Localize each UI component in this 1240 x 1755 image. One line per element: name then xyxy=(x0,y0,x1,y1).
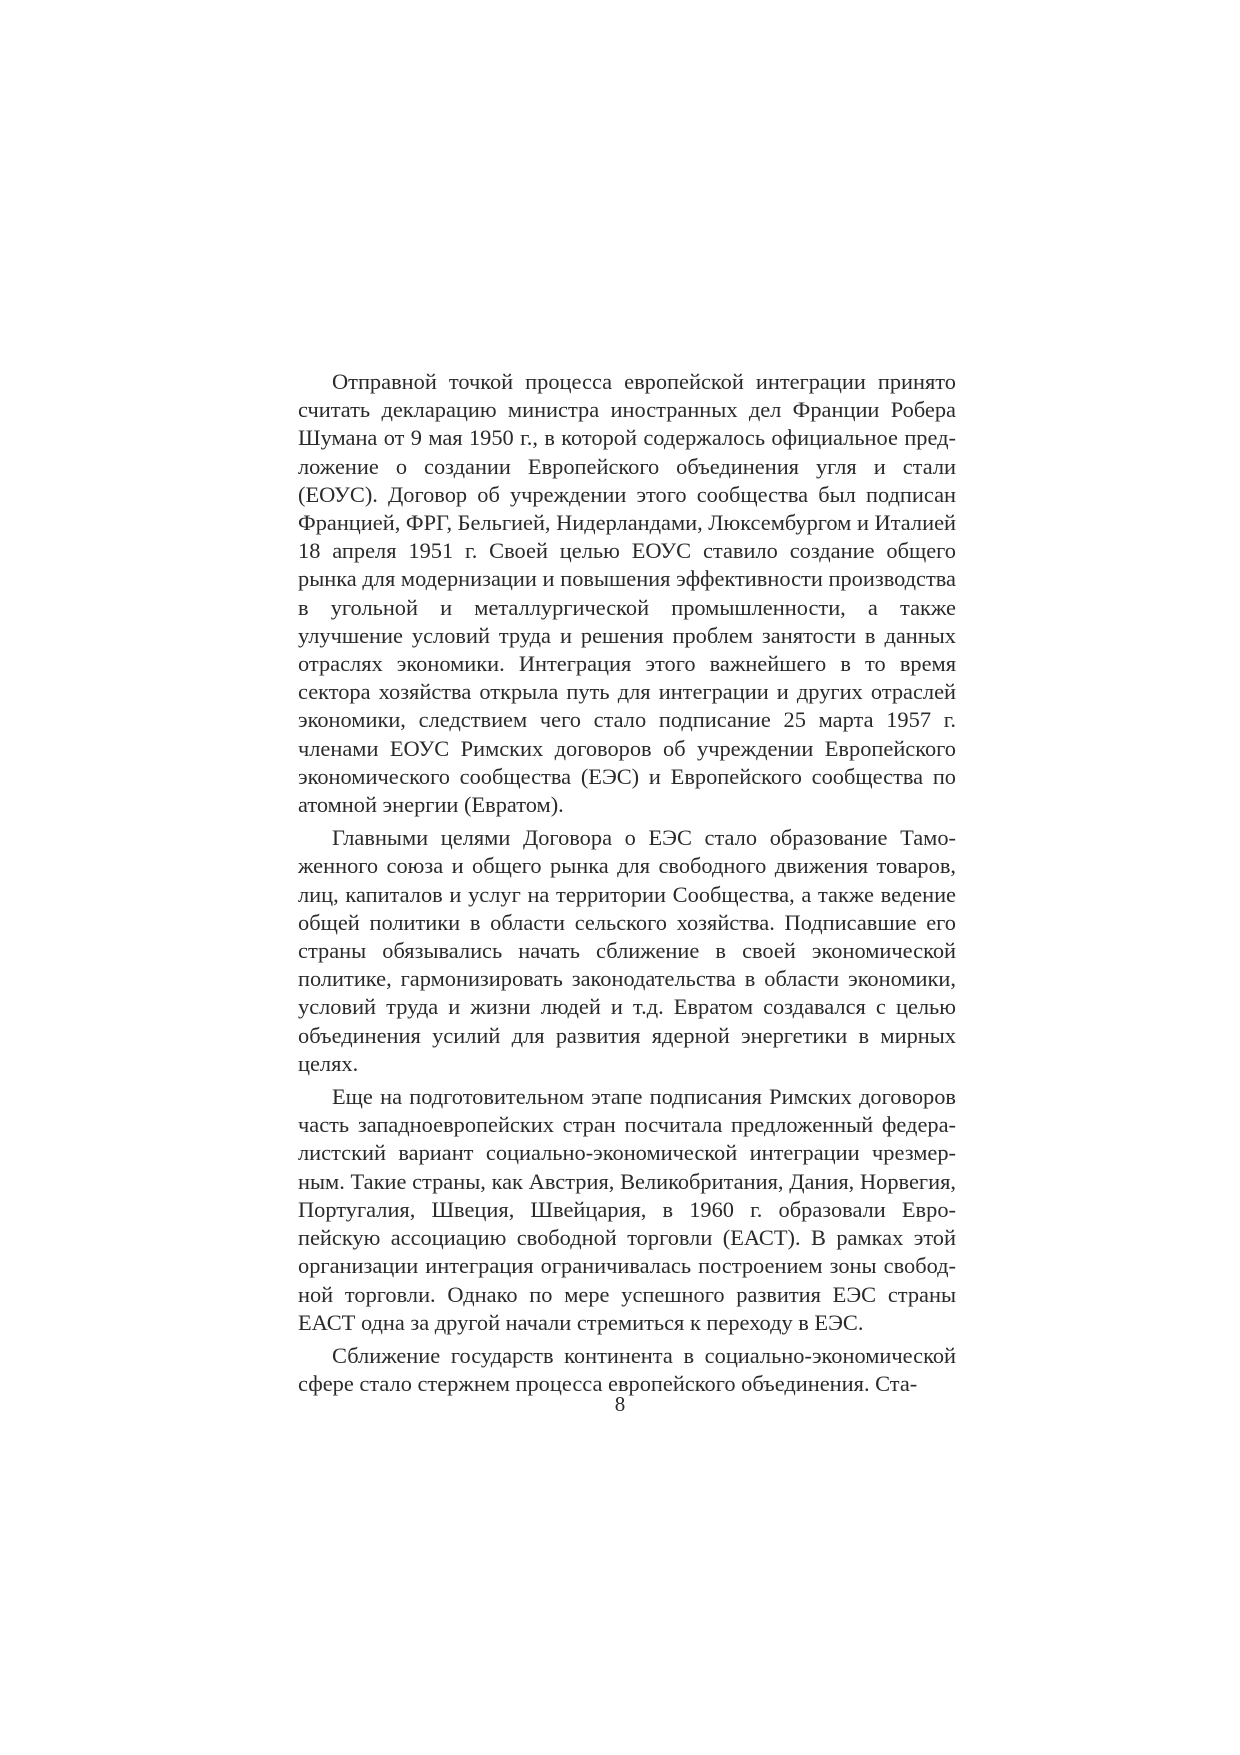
body-text xyxy=(298,368,956,1403)
paragraph-1: Отправной точкой процесса европейской интеграции принято считать декларацию министра иностранных дел Франции Робера Шумана от 9 мая 1950 г., в которой содержалось официальное предложение о создании Европейского объединения угля и стали (ЕОУС). Договор об учреждении этого сообщества был подписан Францией, ФРГ, Бельгией, Нидерландами, Люксембургом и Италией 18 апреля 1951 г. Своей целью ЕОУС ставило создание общего рынка для модернизации и повышения эффективности производства в угольной и металлургической промышленности, а также улучшение условий труда и решения проблем занятости в данных отраслях экономики. Интеграция этого важнейшего в то время сектора хозяйства открыла путь для интеграции и других отраслей экономики, следствием чего стало подписание 25 марта 1957 г. членами ЕОУС Римских договоров об учреждении Европейского экономического сообщества (ЕЭС) и Европейского сообщества по атомной энергии (Евратом). xyxy=(298,369,956,818)
paragraph-2: Главными целями Договора о ЕЭС стало образование Таможенного союза и общего рынка для свободного движения товаров, лиц, капиталов и услуг на территории Сообщества, а также ведение общей политики в области сельского хозяйства. Подписавшие его страны обязывались начать сближение в своей экономической политике, гармонизировать законодательства в области экономики, условий труда и жизни людей и т.д. Евратом создавался с целью объединения усилий для развития ядерной энергетики в мирных целях. xyxy=(298,825,956,1076)
paragraph-3: Еще на подготовительном этапе подписания Римских договоров часть западноевропейских стран посчитала предложенный федералистский вариант социально-экономической интеграции чрезмерным. Такие страны, как Австрия, Великобритания, Дания, Норвегия, Португалия, Швеция, Швейцария, в 1960 г. образовали Европейскую ассоциацию свободной торговли (ЕАСТ). В рамках этой организации интеграция ограничивалась построением зоны свободной торговли. Однако по мере успешного развития ЕЭС страны ЕАСТ одна за другой начали стремиться к переходу в ЕЭС. xyxy=(298,1084,956,1335)
page-number: 8 xyxy=(614,1392,626,1416)
paragraph-4: Сближение государств континента в социально-экономической сфере стало стержнем процесса европейского объединения. Ста- xyxy=(298,1342,956,1397)
